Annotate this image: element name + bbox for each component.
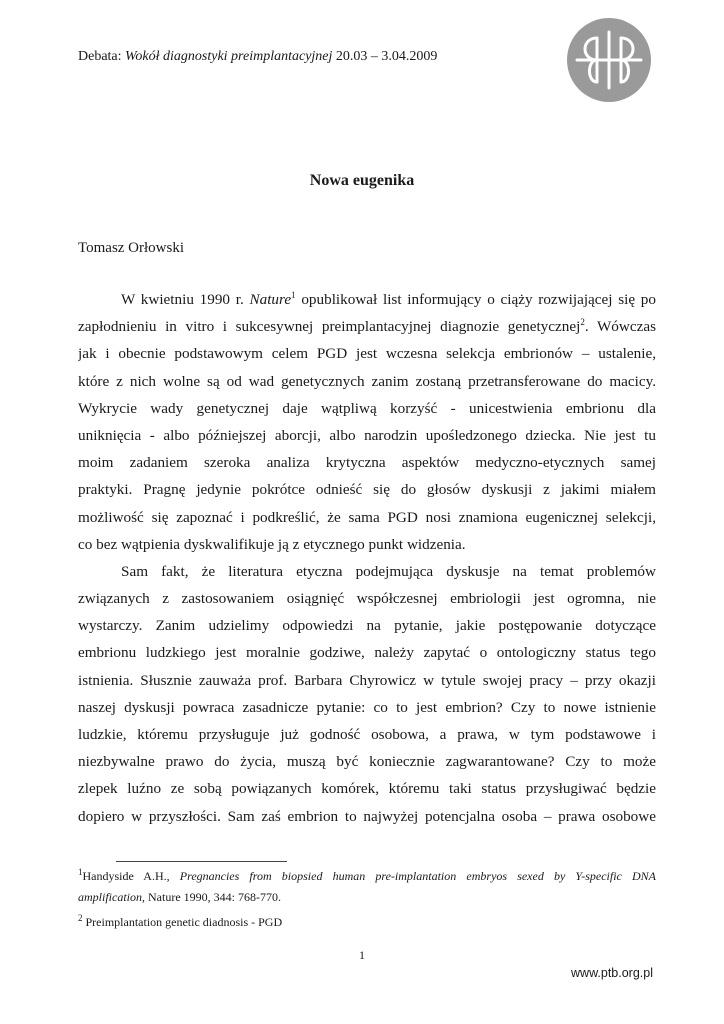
footnote-ref-1: 1	[291, 289, 296, 300]
article-body	[78, 286, 656, 830]
paragraph-2-line: naszej dyskusji powraca zasadnicze pytanie: co to jest embrion? Czy to nowe istnienie	[78, 698, 656, 716]
paragraph-1-line: W kwietniu 1990 r. Nature$^1$ opublikował list informujący o ciąży rozwijającej się po	[121, 289, 656, 308]
paragraph-1-line: moim zadaniem szeroka analiza krytyczna aspektów medyczno-etycznych samej	[78, 454, 656, 472]
paragraph-1-line: zapłodnieniu in vitro i sukcesywnej preimplantacyjnej diagnozie genetycznej$^2$. Wówczas	[78, 317, 656, 336]
document-title: Nowa eugenika	[309, 172, 415, 189]
footnotes	[78, 866, 656, 933]
header-dates: 20.03 – 3.04.2009	[332, 49, 438, 64]
page-header	[78, 49, 437, 65]
footnote-2: $^2$ Preimplantation genetic diadnosis - PGD	[78, 913, 283, 929]
website-link[interactable]: www.ptb.org.pl	[571, 966, 653, 980]
footnote-divider	[116, 861, 287, 862]
paragraph-2-line: ludzkie, któremu przysługuje już godność osobowa, a prawa, w tym podstawowe i	[78, 726, 656, 743]
paragraph-1-line: możliwość się zapoznać i podkreślić, że sama PGD nosi znamiona eugenicznej selekcji,	[78, 508, 656, 526]
journal-name: Nature	[249, 291, 292, 308]
paragraph-1-line: jak i obecnie podstawowym celem PGD jest wczesna selekcja embrionów – ustalenie,	[78, 345, 656, 363]
author-name: Tomasz Orłowski	[78, 240, 185, 256]
paragraph-1-line: praktyki. Pragnę jedynie pokrótce odnieść się do głosów dyskusji z jakimi miałem	[78, 481, 656, 499]
paragraph-2-line: niezbywalne prawo do życia, muszą być koniecznie zagwarantowane? Czy to może	[78, 753, 656, 771]
footnote-1-article-title: Pregnancies from biopsied human pre-implantation embryos sexed by Y-specific DNA	[179, 869, 656, 883]
paragraph-2-line: istnienia. Słusznie zauważa prof. Barbara Chyrowicz w tytule swojej pracy – przy okazji	[78, 671, 656, 689]
page-number: 1	[359, 948, 365, 962]
paragraph-2-line: embrionu ludzkiego jest moralnie godziwe, należy zapytać o ontologiczny status tego	[78, 644, 656, 662]
footnote-1: $^1$Handyside A.H., Pregnancies from biopsied human pre-implantation embryos sexed by Y-specific DNA	[78, 867, 656, 883]
header-prefix: Debata:	[78, 49, 126, 64]
paragraph-1-line: uniknięcia - albo późniejszej aborcji, albo narodzin upośledzonego dziecka. Nie jest tu	[78, 426, 656, 444]
ptb-logo-icon	[567, 18, 651, 102]
paragraph-2-line: wystarczy. Zanim udzielimy odpowiedzi na pytanie, jakie postępowanie dotyczące	[78, 617, 656, 635]
paragraph-2-line: zlepek luźno ze sobą powiązanych komórek, któremu taki status przysługiwać będzie	[78, 780, 656, 798]
footnote-ref-2: 2	[580, 317, 585, 328]
paragraph-2-line: dopiero w przyszłości. Sam zaś embrion to najwyżej potencjalna osoba – prawa osobowe	[78, 807, 656, 825]
paragraph-2-line: związanych z zastosowaniem osiągnięć współczesnej embriologii jest ogromna, nie	[78, 590, 656, 608]
paragraph-1-line: które z nich wolne są od wad genetycznych zanim zostaną przetransferowane do macicy.	[78, 372, 656, 390]
header-debate-title: Wokół diagnostyki preimplantacyjnej	[125, 49, 333, 64]
paragraph-1-line: co bez wątpienia dyskwalifikuje ją z etycznego punkt widzenia.	[78, 535, 466, 553]
paragraph-1-line: Wykrycie wady genetycznej daje wątpliwą korzyść - unicestwienia embrionu dla	[78, 399, 656, 417]
paragraph-2-line: Sam fakt, że literatura etyczna podejmująca dyskusje na temat problemów	[121, 562, 656, 580]
footnote-1-continuation: amplification, Nature 1990, 344: 768-770.	[78, 890, 281, 904]
